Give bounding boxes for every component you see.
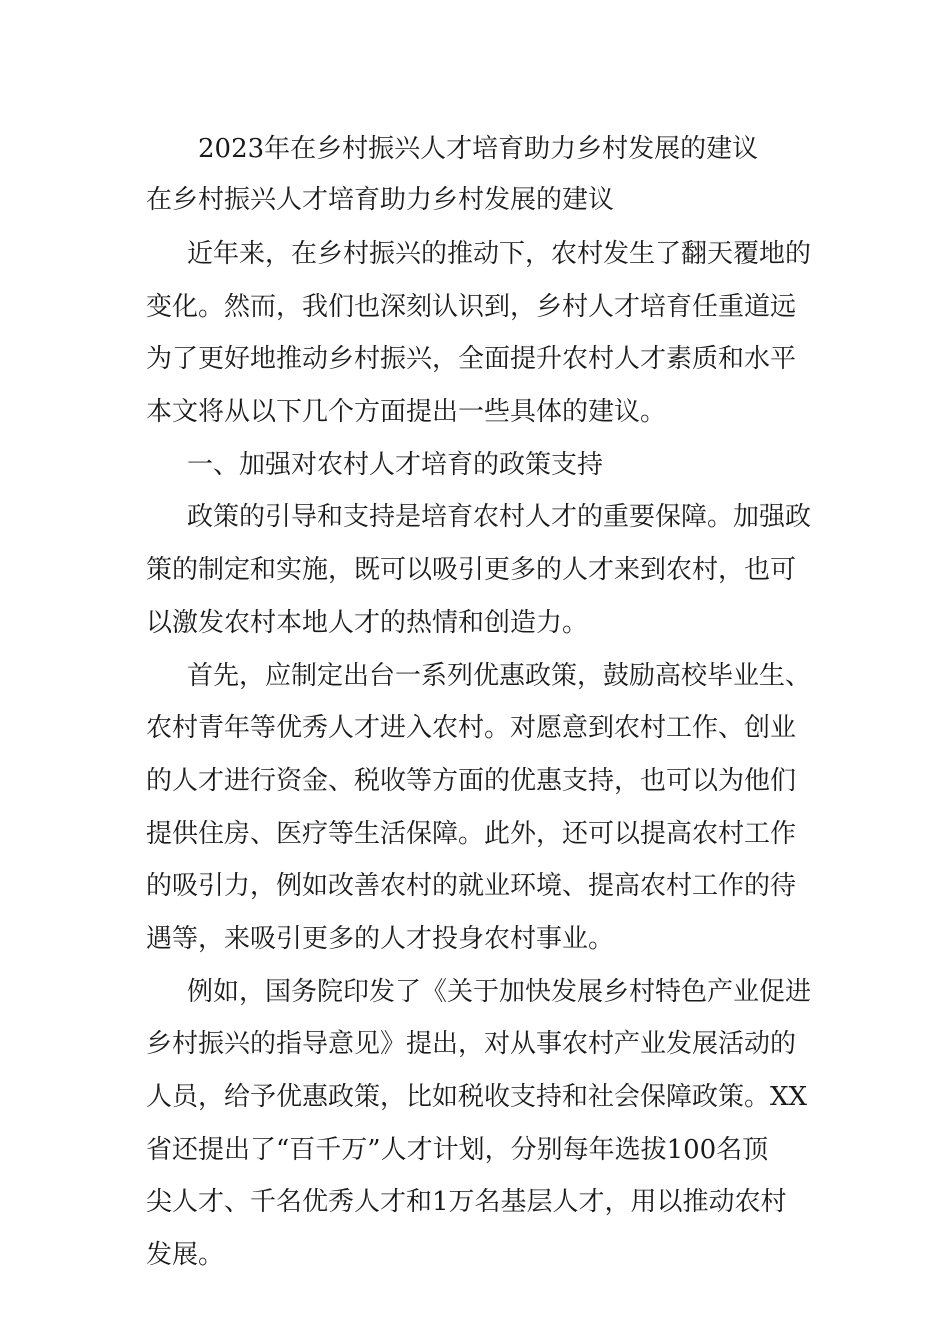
- document-subtitle: 在乡村振兴人才培育助力乡村发展的建议: [146, 185, 615, 215]
- paragraph-line: 为了更好地推动乡村振兴，全面提升农村人才素质和水平: [146, 344, 797, 375]
- paragraph-line: 策的制定和实施，既可以吸引更多的人才来到农村，也可: [146, 555, 797, 586]
- paragraph-line: 乡村振兴的指导意见》提出，对从事农村产业发展活动的: [146, 1029, 797, 1060]
- paragraph-line: 遇等，来吸引更多的人才投身农村事业。: [146, 923, 615, 954]
- paragraph-line: 近年来，在乡村振兴的推动下，农村发生了翻天覆地的: [187, 239, 812, 269]
- document-title: 2023年在乡村振兴人才培育助力乡村发展的建议: [198, 134, 759, 164]
- paragraph-line: 省还提出了“百千万”人才计划，分别每年选拔100名顶: [146, 1134, 769, 1165]
- paragraph-line: 例如，国务院印发了《关于加快发展乡村特色产业促进: [187, 976, 812, 1007]
- paragraph-line: 提供住房、医疗等生活保障。此外，还可以提高农村工作: [146, 818, 797, 849]
- document-body: [146, 228, 818, 1282]
- paragraph-line: 尖人才、千名优秀人才和1万名基层人才，用以推动农村: [146, 1187, 787, 1218]
- paragraph-line: 政策的引导和支持是培育农村人才的重要保障。加强政: [187, 502, 812, 533]
- paragraph-line: 农村青年等优秀人才进入农村。对愿意到农村工作、创业: [146, 713, 797, 744]
- section-heading: 一、加强对农村人才培育的政策支持: [187, 449, 604, 480]
- paragraph-line: 人员，给予优惠政策，比如税收支持和社会保障政策。XX: [146, 1082, 808, 1112]
- paragraph-line: 的吸引力，例如改善农村的就业环境、提高农村工作的待: [146, 871, 797, 902]
- paragraph-line: 首先，应制定出台一系列优惠政策，鼓励高校毕业生、: [187, 660, 812, 691]
- paragraph-line: 本文将从以下几个方面提出一些具体的建议。: [146, 397, 667, 428]
- paragraph-line: 发展。: [146, 1240, 225, 1271]
- paragraph-line: 变化。然而，我们也深刻认识到，乡村人才培育任重道远: [146, 291, 797, 322]
- paragraph-line: 的人才进行资金、税收等方面的优惠支持，也可以为他们: [146, 765, 797, 796]
- paragraph-line: 以激发农村本地人才的热情和创造力。: [146, 607, 589, 638]
